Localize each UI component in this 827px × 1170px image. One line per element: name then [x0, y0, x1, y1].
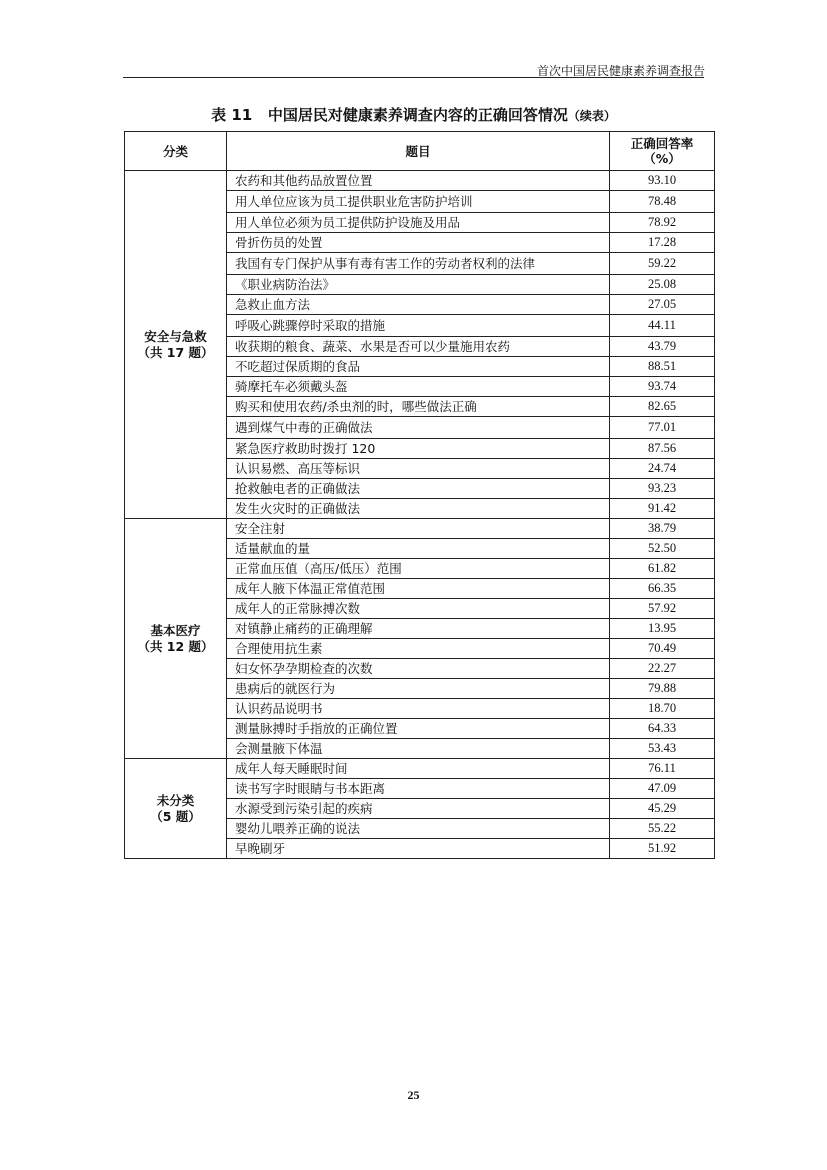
- rate-cell: 47.09: [610, 779, 715, 799]
- item-cell: 适量献血的量: [227, 539, 610, 559]
- category-count: （共 17 题）: [137, 344, 214, 360]
- item-cell: 婴幼儿喂养正确的说法: [227, 819, 610, 839]
- item-cell: 成年人腋下体温正常值范围: [227, 579, 610, 599]
- col-header-rate-line1: 正确回答率: [630, 136, 694, 151]
- rate-cell: 55.22: [610, 819, 715, 839]
- rate-cell: 51.92: [610, 839, 715, 859]
- item-cell: 合理使用抗生素: [227, 639, 610, 659]
- table-header-row: [125, 132, 715, 171]
- rate-cell: 82.65: [610, 397, 715, 417]
- item-cell: 成年人每天睡眠时间: [227, 759, 610, 779]
- rate-cell: 27.05: [610, 295, 715, 315]
- category-name: 未分类: [156, 792, 195, 808]
- running-header: 首次中国居民健康素养调查报告: [536, 64, 705, 78]
- rate-cell: 93.23: [610, 479, 715, 499]
- col-header-rate-line2: （%）: [643, 151, 681, 166]
- item-cell: 购买和使用农药/杀虫剂的时，哪些做法正确: [227, 397, 610, 417]
- rate-cell: 13.95: [610, 619, 715, 639]
- table-label: 表 11: [211, 106, 253, 124]
- item-cell: 抢救触电者的正确做法: [227, 479, 610, 499]
- rate-cell: 24.74: [610, 459, 715, 479]
- rate-cell: 44.11: [610, 315, 715, 337]
- item-cell: 水源受到污染引起的疾病: [227, 799, 610, 819]
- rate-cell: 91.42: [610, 499, 715, 519]
- rate-cell: 78.48: [610, 191, 715, 213]
- item-cell: 会测量腋下体温: [227, 739, 610, 759]
- table-row: [125, 759, 715, 779]
- item-cell: 我国有专门保护从事有毒有害工作的劳动者权利的法律: [227, 253, 610, 275]
- table-title: 中国居民对健康素养调查内容的正确回答情况: [267, 106, 568, 124]
- item-cell: 骨折伤员的处置: [227, 233, 610, 253]
- item-cell: 成年人的正常脉搏次数: [227, 599, 610, 619]
- col-header-item: 题目: [227, 132, 610, 171]
- rate-cell: 61.82: [610, 559, 715, 579]
- rate-cell: 43.79: [610, 337, 715, 357]
- category-count: （5 题）: [150, 808, 201, 824]
- table-note: （续表）: [567, 109, 616, 123]
- rate-cell: 45.29: [610, 799, 715, 819]
- category-cell: [125, 759, 227, 859]
- rate-cell: 18.70: [610, 699, 715, 719]
- item-cell: 不吃超过保质期的食品: [227, 357, 610, 377]
- table-body: [125, 171, 715, 859]
- category-cell: [125, 519, 227, 759]
- rate-cell: 17.28: [610, 233, 715, 253]
- rate-cell: 77.01: [610, 417, 715, 439]
- header-rule: [123, 77, 704, 78]
- rate-cell: 53.43: [610, 739, 715, 759]
- item-cell: 发生火灾时的正确做法: [227, 499, 610, 519]
- item-cell: 遇到煤气中毒的正确做法: [227, 417, 610, 439]
- category-name: 基本医疗: [150, 622, 201, 638]
- data-table: [124, 131, 715, 859]
- rate-cell: 79.88: [610, 679, 715, 699]
- table-row: [125, 171, 715, 191]
- item-cell: 测量脉搏时手指放的正确位置: [227, 719, 610, 739]
- item-cell: 妇女怀孕孕期检查的次数: [227, 659, 610, 679]
- category-count: （共 12 题）: [137, 638, 214, 654]
- item-cell: 认识药品说明书: [227, 699, 610, 719]
- rate-cell: 25.08: [610, 275, 715, 295]
- rate-cell: 76.11: [610, 759, 715, 779]
- item-cell: 用人单位必须为员工提供防护设施及用品: [227, 213, 610, 233]
- rate-cell: 93.74: [610, 377, 715, 397]
- item-cell: 呼吸心跳骤停时采取的措施: [227, 315, 610, 337]
- item-cell: 患病后的就医行为: [227, 679, 610, 699]
- rate-cell: 78.92: [610, 213, 715, 233]
- table-row: [125, 519, 715, 539]
- rate-cell: 93.10: [610, 171, 715, 191]
- rate-cell: 87.56: [610, 439, 715, 459]
- item-cell: 急救止血方法: [227, 295, 610, 315]
- item-cell: 早晚刷牙: [227, 839, 610, 859]
- item-cell: 《职业病防治法》: [227, 275, 610, 295]
- item-cell: 对镇静止痛药的正确理解: [227, 619, 610, 639]
- page-number: 25: [407, 1088, 420, 1102]
- rate-cell: 70.49: [610, 639, 715, 659]
- item-cell: 用人单位应该为员工提供职业危害防护培训: [227, 191, 610, 213]
- category-name: 安全与急救: [144, 328, 207, 344]
- rate-cell: 52.50: [610, 539, 715, 559]
- item-cell: 收获期的粮食、蔬菜、水果是否可以少量施用农药: [227, 337, 610, 357]
- rate-cell: 22.27: [610, 659, 715, 679]
- item-cell: 紧急医疗救助时拨打 120: [227, 439, 610, 459]
- rate-cell: 59.22: [610, 253, 715, 275]
- item-cell: 认识易燃、高压等标识: [227, 459, 610, 479]
- rate-cell: 57.92: [610, 599, 715, 619]
- table-caption: [0, 104, 827, 125]
- item-cell: 读书写字时眼睛与书本距离: [227, 779, 610, 799]
- rate-cell: 64.33: [610, 719, 715, 739]
- col-header-rate: [610, 132, 715, 171]
- item-cell: 正常血压值（高压/低压）范围: [227, 559, 610, 579]
- rate-cell: 66.35: [610, 579, 715, 599]
- col-header-category: 分类: [125, 132, 227, 171]
- rate-cell: 88.51: [610, 357, 715, 377]
- item-cell: 农药和其他药品放置位置: [227, 171, 610, 191]
- item-cell: 安全注射: [227, 519, 610, 539]
- item-cell: 骑摩托车必须戴头盔: [227, 377, 610, 397]
- rate-cell: 38.79: [610, 519, 715, 539]
- category-cell: [125, 171, 227, 519]
